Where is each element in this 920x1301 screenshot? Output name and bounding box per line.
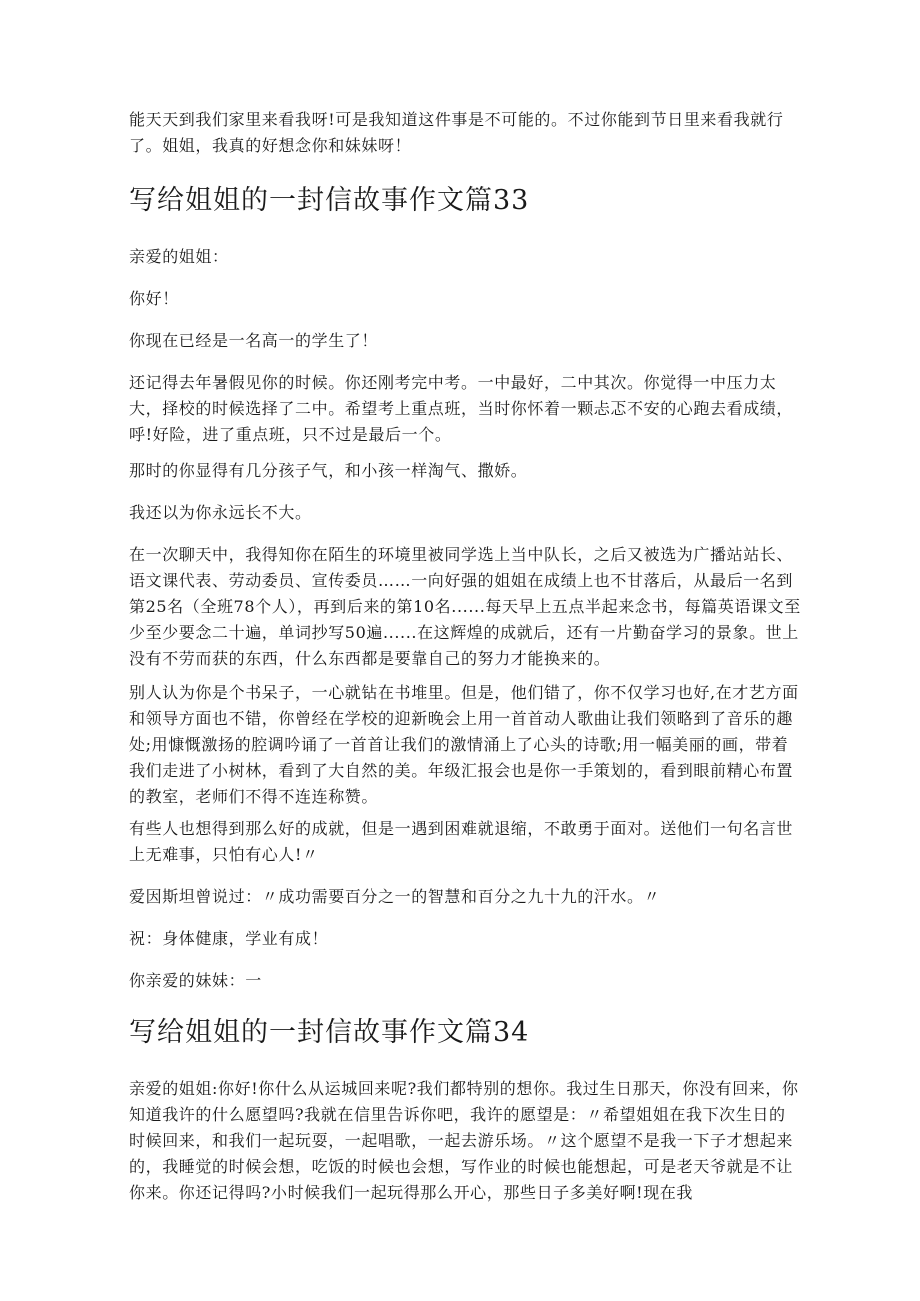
wish-paragraph: 祝：身体健康，学业有成！ xyxy=(129,929,329,948)
signature-paragraph: 你亲爱的妹妹：一 xyxy=(129,971,262,990)
body-paragraph: 别人认为你是个书呆子，一心就钻在书堆里。但是，他们错了，你不仅学习也好,在才艺方面和领导方面也不错，你曾经在学校的迎新晚会上用一首首动人歌曲让我们领略到了音乐的趣处;用慷慨激扬的腔调吟诵了一首首让我们的激情涌上了心头的诗歌;用一幅美丽的画，带着我们走进了小树林，看到了大自然的美。年级汇报会也是你一手策划的，看到眼前精心布置的教室，老师们不得不连连称赞。 xyxy=(129,683,799,806)
greeting-paragraph: 你好！ xyxy=(129,289,179,308)
intro-paragraph: 能天天到我们家里来看我呀!可是我知道这件事是不可能的。不过你能到节日里来看我就行了。姐姐，我真的好想念你和妹妹呀！ xyxy=(129,110,784,155)
body-paragraph: 我还以为你永远长不大。 xyxy=(129,503,312,522)
body-paragraph: 还记得去年暑假见你的时候。你还刚考完中考。一中最好，二中其次。你觉得一中压力太大，择校的时候选择了二中。希望考上重点班，当时你怀着一颗忐忑不安的心跑去看成绩，呼!好险，进了重点班，只不过是最后一个。 xyxy=(129,373,794,444)
body-paragraph: 你现在已经是一名高一的学生了！ xyxy=(129,331,379,350)
section-33-title: 写给姐姐的一封信故事作文篇33 xyxy=(129,185,530,216)
body-paragraph: 有些人也想得到那么好的成就，但是一遇到困难就退缩，不敢勇于面对。送他们一句名言世上无难事，只怕有心人!〃 xyxy=(129,819,794,864)
section-34-title: 写给姐姐的一封信故事作文篇34 xyxy=(129,1017,530,1048)
body-paragraph: 亲爱的姐姐:你好!你什么从运城回来呢?我们都特别的想你。我过生日那天，你没有回来，你知道我许的什么愿望吗?我就在信里告诉你吧，我许的愿望是：〃希望姐姐在我下次生日的时候回来，和我们一起玩耍，一起唱歌，一起去游乐场。〃这个愿望不是我一下子才想起来的，我睡觉的时候会想，吃饭的时候也会想，写作业的时候也能想起，可是老天爷就是不让你来。你还记得吗?小时候我们一起玩得那么开心，那些日子多美好啊!现在我 xyxy=(129,1079,799,1202)
body-paragraph: 那时的你显得有几分孩子气，和小孩一样淘气、撒娇。 xyxy=(129,461,528,480)
quote-paragraph: 爱因斯坦曾说过：〃成功需要百分之一的智慧和百分之九十九的汗水。〃 xyxy=(129,887,661,906)
body-paragraph: 在一次聊天中，我得知你在陌生的环境里被同学选上当中队长，之后又被选为广播站站长、语文课代表、劳动委员、宣传委员……一向好强的姐姐在成绩上也不甘落后，从最后一名到第25名（全班78个人），再到后来的第10名......每天早上五点半起来念书，每篇英语课文至少至少要念二十遍，单词抄写50遍......在这辉煌的成就后，还有一片勤奋学习的景象。世上没有不劳而获的东西，什么东西都是要靠自己的努力才能换来的。 xyxy=(129,545,801,668)
salutation-paragraph: 亲爱的姐姐： xyxy=(129,247,229,266)
